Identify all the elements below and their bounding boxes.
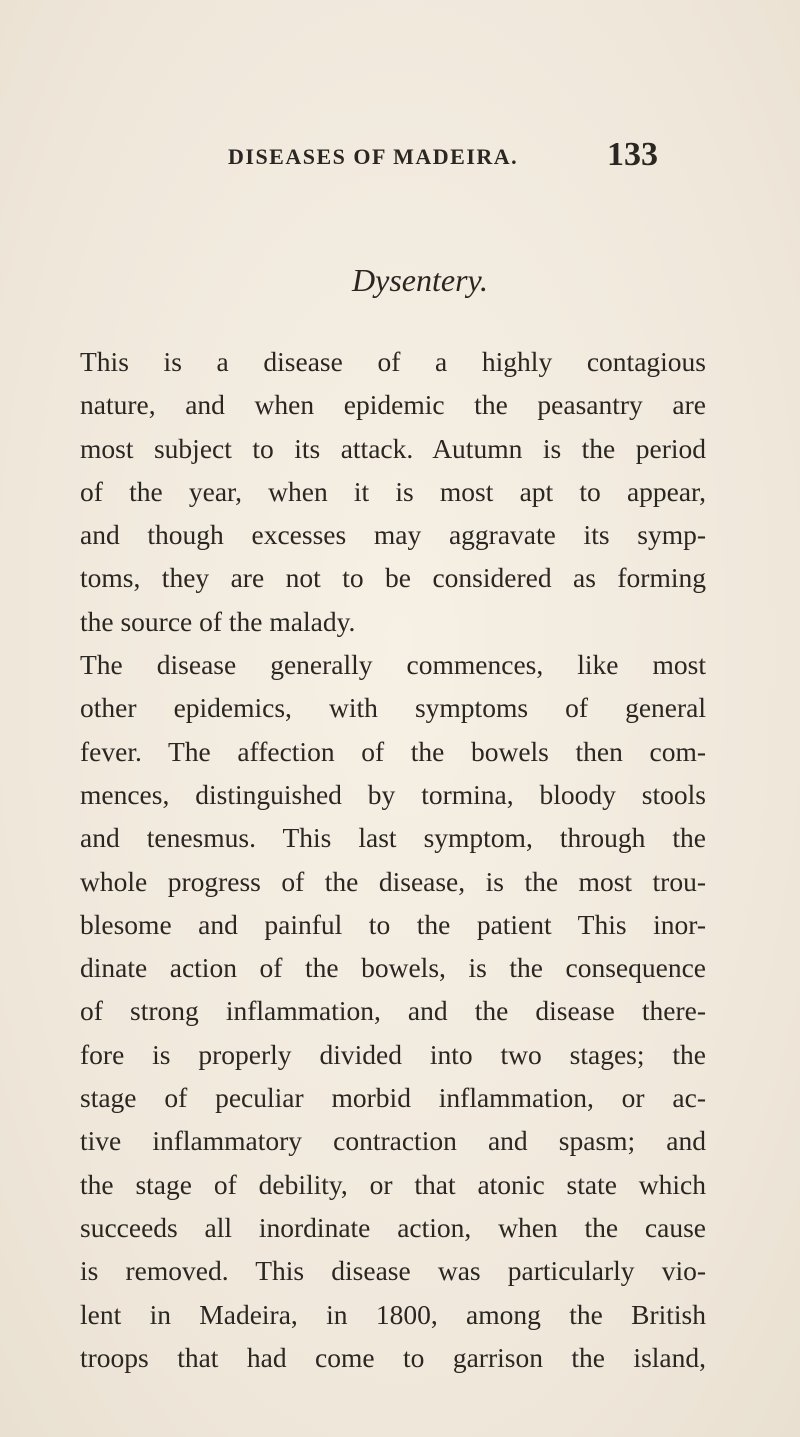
text-line: the stage of debility, or that atonic state which	[80, 1168, 706, 1200]
text-line: stage of peculiar morbid inflammation, or ac-	[80, 1082, 706, 1114]
text-line: and though excesses may aggravate its symp-	[80, 519, 706, 551]
text-line: lent in Madeira, in 1800, among the British	[80, 1298, 706, 1330]
text-line: other epidemics, with symptoms of general	[80, 692, 706, 724]
text-line: the source of the malady.	[80, 605, 356, 637]
text-line: and tenesmus. This last symptom, through the	[80, 822, 706, 854]
text-line: most subject to its attack. Autumn is the period	[80, 432, 706, 464]
text-line: troops that had come to garrison the island,	[80, 1341, 706, 1373]
page-number: 133	[607, 136, 658, 173]
body-text	[80, 340, 706, 1379]
text-line: toms, they are not to be considered as forming	[80, 562, 706, 594]
text-line: fever. The affection of the bowels then com-	[80, 735, 706, 767]
text-line: dinate action of the bowels, is the consequence	[80, 952, 706, 984]
text-line: tive inflammatory contraction and spasm; and	[80, 1125, 706, 1157]
text-line: This is a disease of a highly contagious	[80, 346, 706, 377]
text-line: of strong inflammation, and the disease there-	[80, 995, 706, 1027]
text-line: mences, distinguished by tormina, bloody stools	[80, 778, 706, 810]
text-line: of the year, when it is most apt to appear,	[80, 475, 706, 507]
text-line: is removed. This disease was particularly vio-	[80, 1255, 706, 1287]
text-line: nature, and when epidemic the peasantry are	[80, 389, 706, 421]
text-line: whole progress of the disease, is the most trou-	[80, 865, 706, 897]
text-line: fore is properly divided into two stages; the	[80, 1038, 706, 1070]
section-title: Dysentery.	[352, 262, 488, 298]
text-line: The disease generally commences, like most	[80, 649, 706, 681]
text-line: succeeds all inordinate action, when the cause	[80, 1211, 706, 1243]
text-line: blesome and painful to the patient This inor-	[80, 908, 706, 940]
running-head: DISEASES OF MADEIRA.	[228, 144, 519, 169]
